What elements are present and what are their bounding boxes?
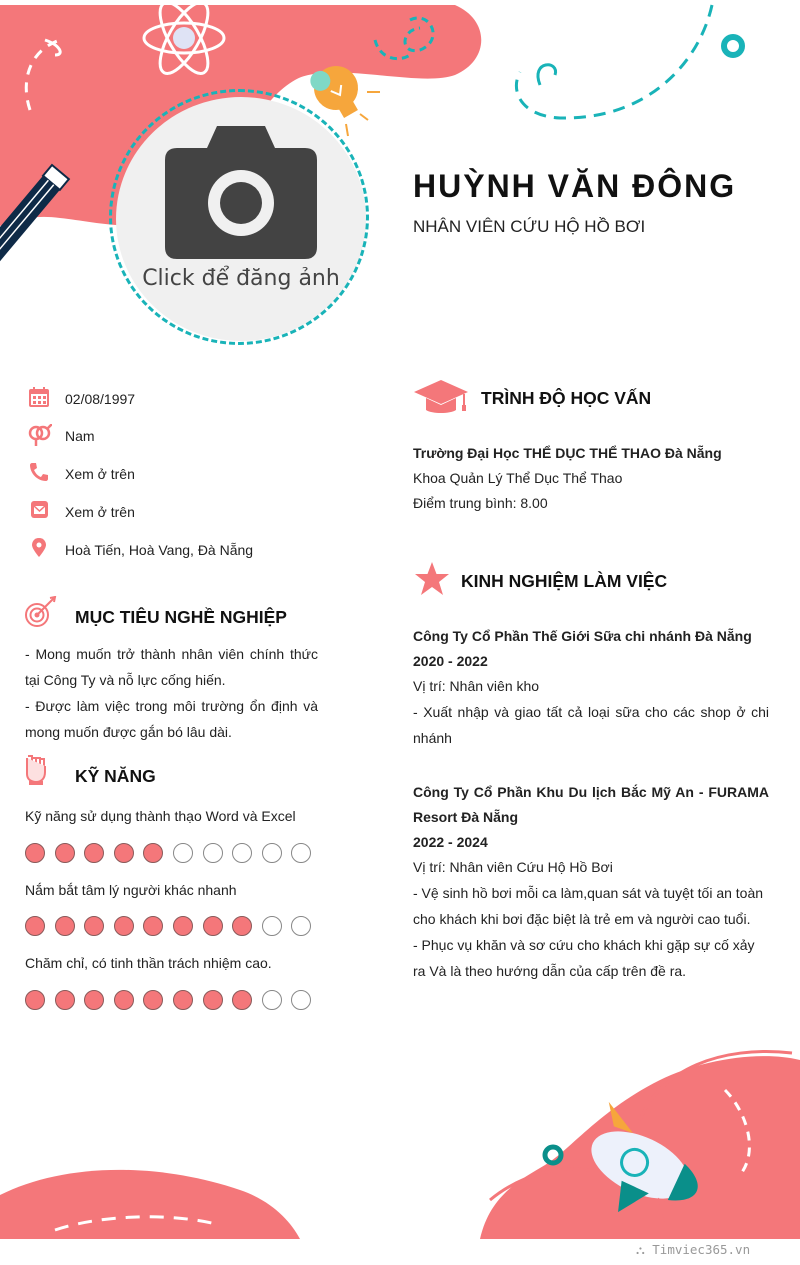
email-text: Xem ở trên — [65, 504, 135, 520]
rating-dot-filled — [25, 990, 45, 1010]
objective-line: - Mong muốn trở thành nhân viên chính thức tại Công Ty và nỗ lực cống hiến. — [25, 646, 318, 688]
job-position: Vị trí: Nhân viên Cứu Hộ Hồ Bơi — [413, 859, 613, 875]
candidate-name: HUỲNH VĂN ĐÔNG — [413, 168, 737, 204]
education-heading: TRÌNH ĐỘ HỌC VẤN — [481, 388, 652, 408]
experience-heading: KINH NGHIỆM LÀM VIỆC — [461, 571, 668, 591]
rating-dot-filled — [25, 916, 45, 936]
rating-dot-filled — [55, 990, 75, 1010]
rating-dot-filled — [114, 916, 134, 936]
contact-email — [28, 500, 358, 526]
rating-dot-filled — [55, 843, 75, 863]
job-period: 2022 - 2024 — [413, 834, 488, 850]
job-detail: - Vệ sinh hồ bơi mỗi ca làm,quan sát và tuyệt tối an toàn cho khách khi bơi đặc biệt là trẻ em và người cao tuổi. — [413, 885, 764, 927]
rating-dot-empty — [173, 843, 193, 863]
calendar-icon — [28, 387, 50, 407]
rating-dot-filled — [55, 916, 75, 936]
job-detail: - Phục vụ khăn và sơ cứu cho khách khi gặp sự cố xảy ra Và là theo hướng dẫn của cấp trên đề ra. — [413, 937, 755, 979]
job-position: Vị trí: Nhân viên kho — [413, 678, 540, 694]
job-detail: - Xuất nhập và giao tất cả loại sữa cho các shop ở chi nhánh — [413, 704, 769, 746]
rating-dot-filled — [25, 843, 45, 863]
job-entry — [413, 780, 769, 984]
job-company: Công Ty Cổ Phần Khu Du lịch Bắc Mỹ An - FURAMA Resort Đà Nẵng — [413, 784, 769, 825]
rating-dot-filled — [114, 990, 134, 1010]
education-block — [413, 441, 769, 516]
contact-gender — [28, 424, 358, 450]
phone-text: Xem ở trên — [65, 466, 135, 482]
rating-dot-empty — [203, 843, 223, 863]
bottom-left-blob — [0, 1170, 300, 1239]
camera-icon — [165, 126, 317, 259]
birthdate-text: 02/08/1997 — [65, 391, 136, 407]
contact-address — [28, 538, 358, 564]
rating-dot-empty — [262, 916, 282, 936]
phone-icon — [28, 462, 50, 482]
gpa: Điểm trung bình: 8.00 — [413, 495, 548, 511]
skills-heading: KỸ NĂNG — [75, 766, 156, 786]
school-name: Trường Đại Học THỂ DỤC THỂ THAO Đà Nẵng — [413, 445, 722, 461]
contact-phone — [28, 462, 358, 488]
graduation-cap-icon — [414, 380, 469, 414]
rating-dot-filled — [203, 916, 223, 936]
fist-icon — [24, 754, 48, 786]
contact-birthdate — [28, 387, 358, 413]
location-icon — [28, 538, 50, 558]
objective-line: - Được làm việc trong môi trường ổn định và mong muốn được gắn bó lâu dài. — [25, 698, 318, 740]
skill-label: Chăm chỉ, có tinh thần trách nhiệm cao. — [25, 955, 272, 971]
star-icon — [414, 562, 450, 596]
target-icon — [24, 596, 58, 628]
job-period: 2020 - 2022 — [413, 653, 488, 669]
job-entry — [413, 624, 769, 751]
job-title: NHÂN VIÊN CỨU HỘ HỒ BƠI — [413, 217, 646, 236]
rating-dot-filled — [114, 843, 134, 863]
rating-dot-filled — [173, 990, 193, 1010]
rating-dot-empty — [262, 843, 282, 863]
skill-label: Nắm bắt tâm lý người khác nhanh — [25, 882, 237, 898]
address-text: Hoà Tiến, Hoà Vang, Đà Nẵng — [65, 542, 254, 558]
rating-dot-filled — [203, 990, 223, 1010]
email-icon — [28, 500, 50, 520]
footer-watermark: ⛬ Timviec365.vn — [636, 1242, 751, 1257]
rating-dot-filled — [173, 916, 193, 936]
objective-text — [25, 641, 318, 745]
gender-text: Nam — [65, 428, 95, 444]
objective-heading: MỤC TIÊU NGHỀ NGHIỆP — [75, 607, 287, 627]
rating-dot-empty — [262, 990, 282, 1010]
skill-label: Kỹ năng sử dụng thành thạo Word và Excel — [25, 808, 296, 824]
upload-photo-label[interactable]: Click để đăng ảnh — [142, 266, 340, 291]
job-company: Công Ty Cổ Phần Thế Giới Sữa chi nhánh Đà Nẵng — [413, 628, 752, 644]
gender-icon — [28, 424, 52, 446]
faculty: Khoa Quản Lý Thể Dục Thể Thao — [413, 470, 623, 486]
